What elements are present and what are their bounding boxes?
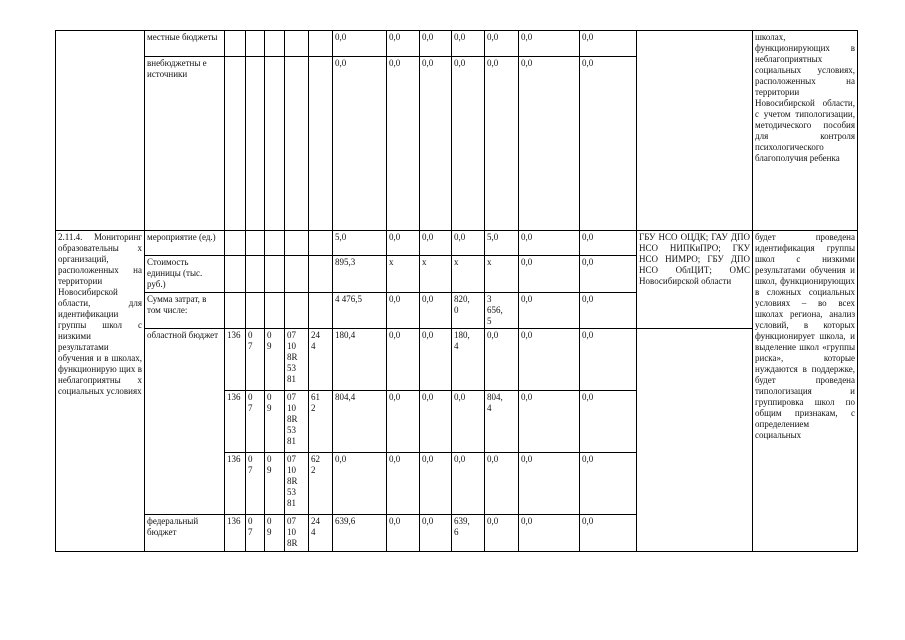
- value-cell: 0,0: [333, 453, 387, 515]
- rz-code: 0 7: [246, 329, 265, 391]
- executors-cell-empty: [637, 329, 753, 552]
- value-cell: 0,0: [420, 453, 452, 515]
- item-name-cell-prev: [56, 31, 145, 231]
- value-cell: 0,0: [420, 329, 452, 391]
- value-cell: 0,0: [387, 329, 420, 391]
- csr-code: 07 10 8R 53 81: [285, 391, 309, 453]
- value-cell: 0,0: [387, 453, 420, 515]
- value-cell: 0,0: [485, 515, 519, 552]
- budget-table: [55, 30, 858, 552]
- value-cell: 820, 0: [452, 293, 485, 329]
- value-cell: 4 476,5: [333, 293, 387, 329]
- pr-code: 0 9: [265, 329, 285, 391]
- value-cell: 0,0: [519, 391, 580, 453]
- value-cell: 3 656, 5: [485, 293, 519, 329]
- value-cell: 0,0: [580, 329, 637, 391]
- value-cell: 639, 6: [452, 515, 485, 552]
- value-cell: 0,0: [580, 31, 637, 57]
- value-cell: 0,0: [420, 515, 452, 552]
- value-cell: 0,0: [519, 57, 580, 231]
- csr-code: 07 10 8R: [285, 515, 309, 552]
- value-cell: 0,0: [387, 293, 420, 329]
- pr-code: 0 9: [265, 453, 285, 515]
- value-cell: 0,0: [387, 31, 420, 57]
- value-cell: 0,0: [580, 515, 637, 552]
- value-cell: 0,0: [519, 231, 580, 256]
- table-row: [56, 231, 858, 256]
- value-cell: x: [452, 256, 485, 293]
- value-cell: 0,0: [333, 57, 387, 231]
- value-cell: 0,0: [452, 391, 485, 453]
- value-cell: 0,0: [580, 453, 637, 515]
- table-row: [56, 329, 858, 391]
- indicator-label: Сумма затрат, в том числе:: [145, 293, 225, 329]
- vr-code: 62 2: [309, 453, 333, 515]
- value-cell: 0,0: [452, 453, 485, 515]
- value-cell: 0,0: [519, 453, 580, 515]
- vr-code: 24 4: [309, 515, 333, 552]
- pr-code: 0 9: [265, 391, 285, 453]
- value-cell: x: [485, 256, 519, 293]
- value-cell: 0,0: [485, 329, 519, 391]
- rz-code: 0 7: [246, 391, 265, 453]
- source-label: областной бюджет: [145, 329, 225, 515]
- value-cell: 0,0: [333, 31, 387, 57]
- source-label: федеральный бюджет: [145, 515, 225, 552]
- value-cell: 0,0: [485, 57, 519, 231]
- value-cell: x: [387, 256, 420, 293]
- value-cell: 0,0: [420, 231, 452, 256]
- executors-cell-prev: [637, 31, 753, 231]
- value-cell: 0,0: [420, 31, 452, 57]
- expected-result-prev: школах, функционирующих в неблагоприятных социальных условиях, расположенных на территории Новосибирской области, с учетом типологизации, методического пособия для контроля психологического благополучия ребенка: [753, 31, 858, 231]
- value-cell: x: [420, 256, 452, 293]
- value-cell: 0,0: [485, 453, 519, 515]
- grbs-code: 136: [225, 391, 246, 453]
- indicator-label: мероприятие (ед.): [145, 231, 225, 256]
- value-cell: 0,0: [519, 515, 580, 552]
- value-cell: 0,0: [519, 293, 580, 329]
- value-cell: 804,4: [333, 391, 387, 453]
- value-cell: 0,0: [387, 231, 420, 256]
- grbs-code: 136: [225, 329, 246, 391]
- value-cell: 0,0: [420, 293, 452, 329]
- value-cell: 0,0: [420, 391, 452, 453]
- value-cell: 0,0: [387, 391, 420, 453]
- executors-list: ГБУ НСО ОЦДК; ГАУ ДПО НСО НИПКиПРО; ГКУ НСО НИМРО; ГБУ ДПО НСО ОблЦИТ; ОМС Новосибирской области: [637, 231, 753, 329]
- csr-code: 07 10 8R 53 81: [285, 453, 309, 515]
- value-cell: 895,3: [333, 256, 387, 293]
- value-cell: 0,0: [580, 57, 637, 231]
- value-cell: 180,4: [333, 329, 387, 391]
- csr-code: 07 10 8R 53 81: [285, 329, 309, 391]
- value-cell: 180, 4: [452, 329, 485, 391]
- value-cell: 0,0: [580, 293, 637, 329]
- grbs-code: 136: [225, 453, 246, 515]
- source-label: внебюджетны е источники: [145, 57, 225, 231]
- value-cell: 639,6: [333, 515, 387, 552]
- value-cell: 0,0: [485, 31, 519, 57]
- source-label: местные бюджеты: [145, 31, 225, 57]
- value-cell: 0,0: [387, 515, 420, 552]
- pr-code: 0 9: [265, 515, 285, 552]
- value-cell: 804, 4: [485, 391, 519, 453]
- value-cell: 0,0: [452, 231, 485, 256]
- value-cell: 0,0: [580, 256, 637, 293]
- value-cell: 0,0: [519, 329, 580, 391]
- value-cell: 0,0: [452, 57, 485, 231]
- value-cell: 0,0: [519, 31, 580, 57]
- value-cell: 0,0: [580, 391, 637, 453]
- value-cell: 5,0: [333, 231, 387, 256]
- value-cell: 0,0: [452, 31, 485, 57]
- vr-code: 61 2: [309, 391, 333, 453]
- expected-result: будет проведена идентификация группы школ с низкими результатами обучения и школ, функционирующих в сложных социальных условиях – во всех школах региона, анализ условий, в которых функционирует школа, и выделение школ «группы риска», которые нуждаются в поддержке, будет проведена типологизация и группировка школ по общим признакам, с определением социальных: [753, 231, 858, 552]
- grbs-code: 136: [225, 515, 246, 552]
- item-number-name: 2.11.4. Мониторинг образовательны х организаций, расположенных на территории Новосибирской области, для идентификации группы школ с низкими результатами обучения и в школах, функционирую щих в неблагоприятны х социальных условиях: [56, 231, 145, 552]
- value-cell: 0,0: [387, 57, 420, 231]
- value-cell: 0,0: [420, 57, 452, 231]
- rz-code: 0 7: [246, 453, 265, 515]
- rz-code: 0 7: [246, 515, 265, 552]
- value-cell: 5,0: [485, 231, 519, 256]
- value-cell: 0,0: [519, 256, 580, 293]
- indicator-label: Стоимость единицы (тыс. руб.): [145, 256, 225, 293]
- vr-code: 24 4: [309, 329, 333, 391]
- value-cell: 0,0: [580, 231, 637, 256]
- table-row: [56, 31, 858, 57]
